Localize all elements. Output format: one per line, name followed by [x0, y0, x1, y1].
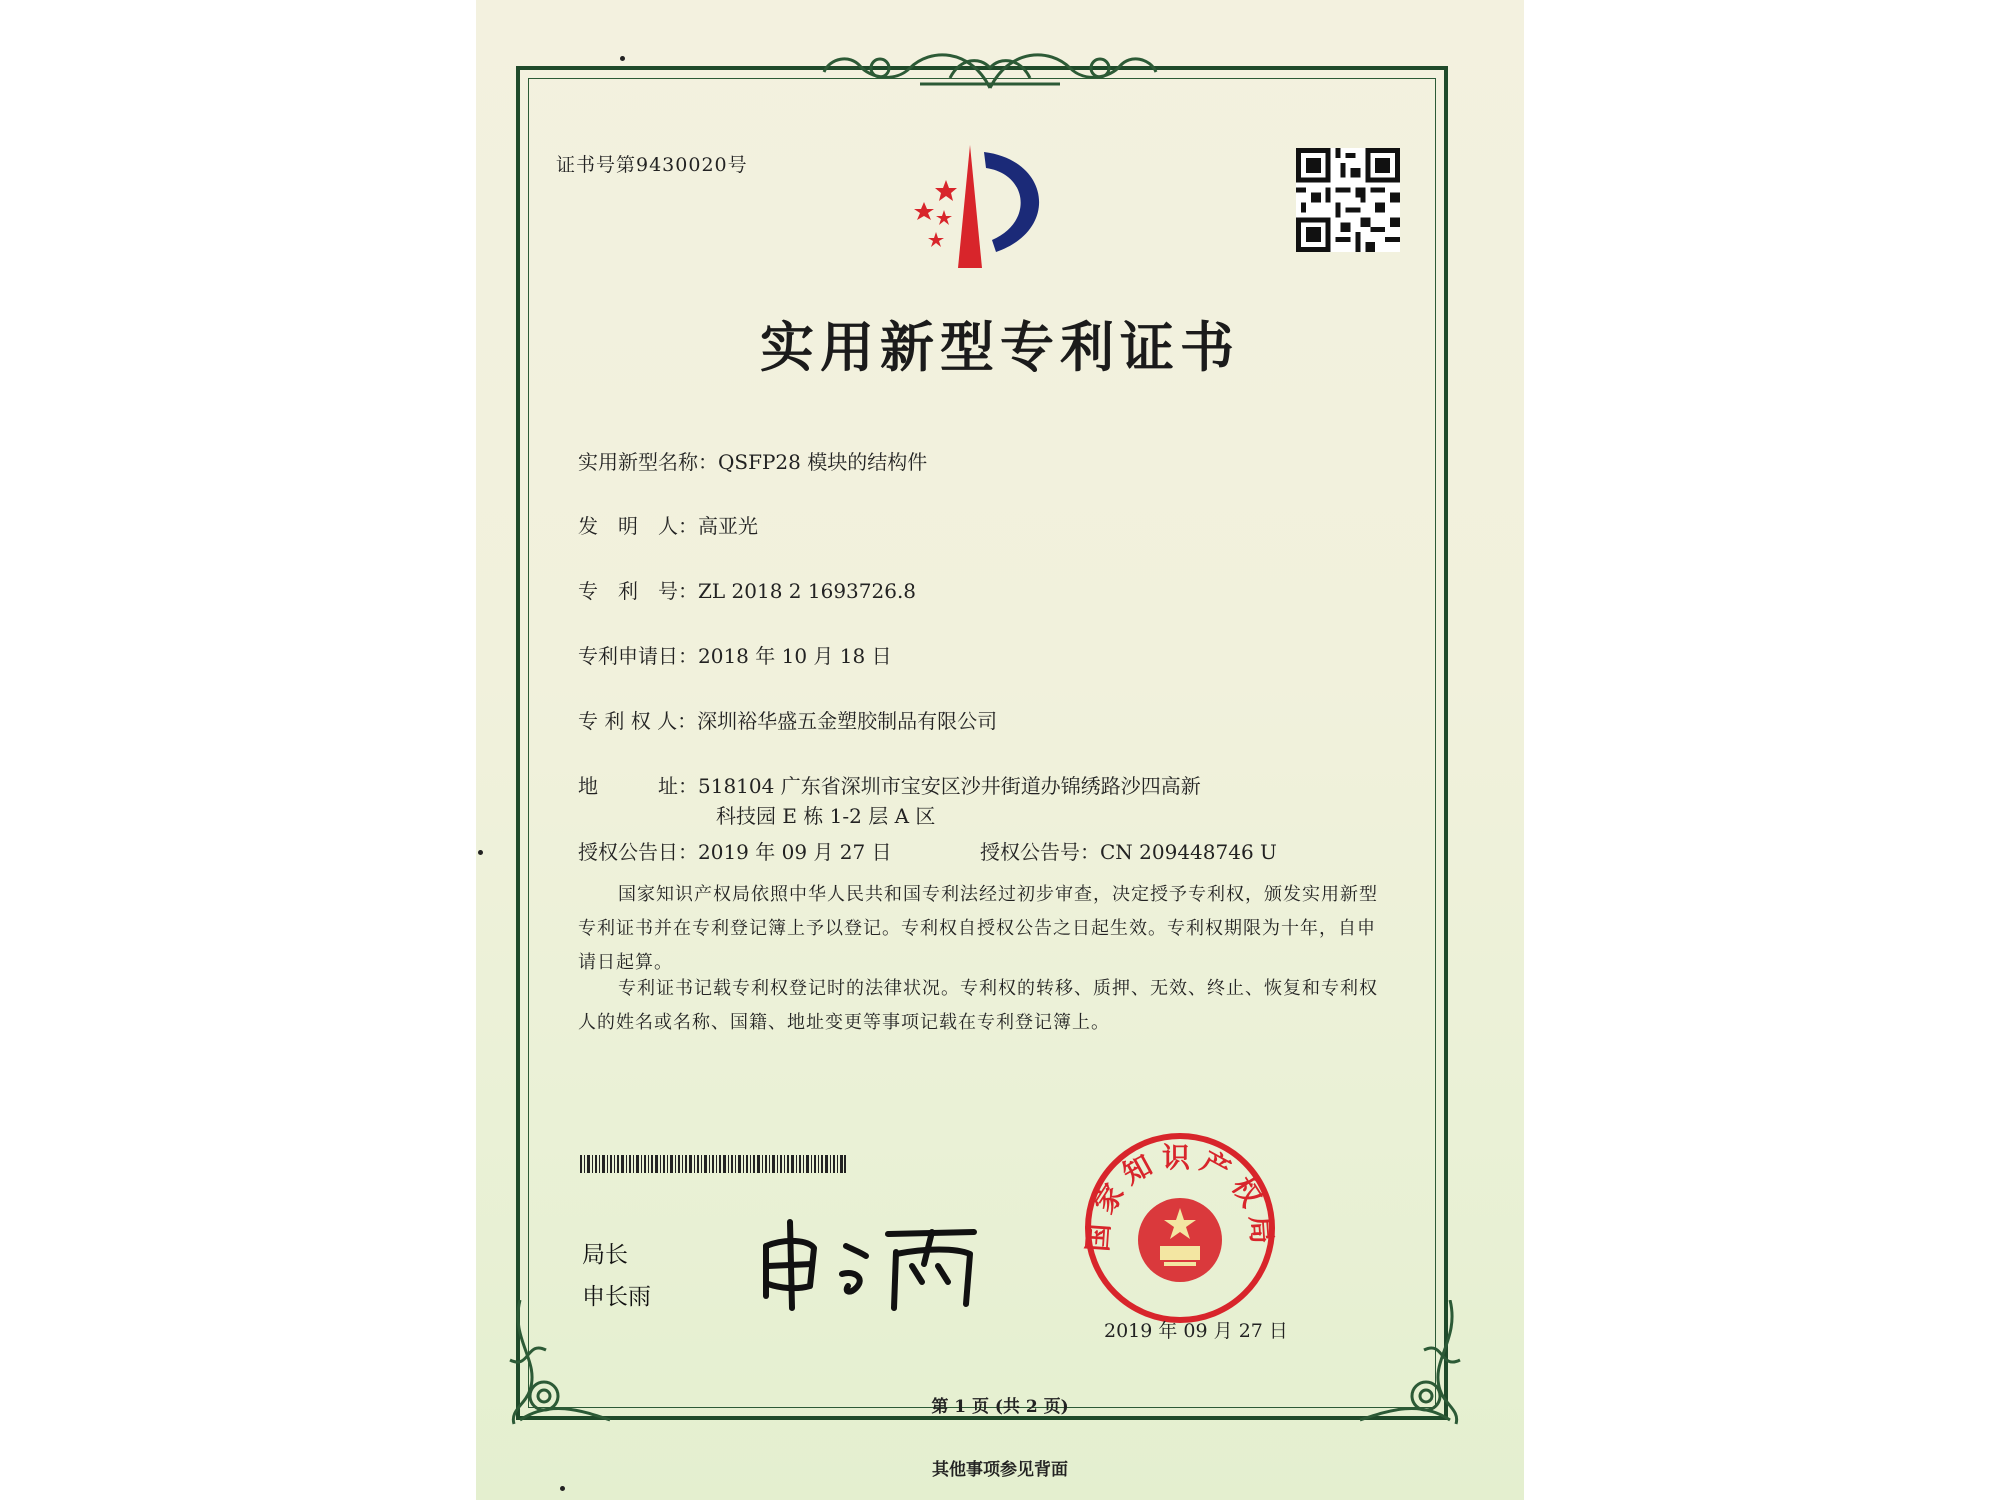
certificate-title: 实用新型专利证书 [760, 315, 1240, 379]
cnipa-logo-icon [900, 140, 1060, 270]
official-seal-icon [1080, 1128, 1280, 1328]
address-row [578, 770, 1201, 799]
grant-number-label: 授权公告号： [980, 840, 1100, 864]
inventor-row [578, 510, 758, 539]
grant-statement-paragraph: 国家知识产权局依照中华人民共和国专利法经过初步审查，决定授予专利权，颁发实用新型专利证书并在专利登记簿上予以登记。专利权自授权公告之日起生效。专利权期限为十年，自申请日起算。 [578, 884, 1378, 973]
address-line-1: 518104 广东省深圳市宝安区沙井街道办锦绣路沙四高新 [698, 774, 1201, 798]
inventor-label: 发 明 人： [578, 514, 698, 538]
utility-model-name-value: QSFP28 模块的结构件 [718, 450, 928, 474]
patentee-row [578, 705, 997, 734]
grant-number-row [980, 836, 1277, 865]
ink-dot [560, 1486, 565, 1491]
utility-model-name-row [578, 446, 927, 475]
patent-number-value: ZL 2018 2 1693726.8 [698, 579, 917, 603]
page-number: 第 1 页 (共 2 页) [931, 1397, 1069, 1417]
ink-dot [478, 850, 483, 855]
utility-model-name-label: 实用新型名称： [578, 450, 718, 474]
certificate-frame-inner [528, 78, 1436, 1408]
certificate-number: 证书号第9430020号 [556, 154, 748, 176]
address-line-2: 科技园 E 栋 1-2 层 A 区 [716, 804, 936, 828]
grant-number-value: CN 209448746 U [1100, 840, 1277, 864]
director-title: 局长 [582, 1242, 628, 1268]
patentee-label: 专 利 权 人： [578, 709, 698, 733]
signature-icon [756, 1216, 986, 1312]
qr-code [1296, 148, 1400, 252]
barcode [580, 1155, 846, 1173]
patentee-value: 深圳裕华盛五金塑胶制品有限公司 [697, 709, 998, 733]
top-ornament-icon [820, 38, 1160, 96]
grant-date-label: 授权公告日： [578, 840, 698, 864]
grant-date-value: 2019 年 09 月 27 日 [698, 840, 892, 864]
inventor-value: 高亚光 [698, 514, 758, 538]
seal-date: 2019 年 09 月 27 日 [1104, 1320, 1288, 1342]
filing-date-row [578, 640, 892, 669]
director-name: 申长雨 [582, 1284, 651, 1310]
address-label: 地 址： [578, 774, 698, 798]
grant-date-row [578, 836, 892, 865]
patent-number-label: 专 利 号： [578, 579, 698, 603]
patent-number-row [578, 575, 916, 604]
svg-text:国家知识产权局: 国家知识产权局 [1081, 1141, 1279, 1253]
ink-dot [620, 56, 625, 61]
address-line-2-row [716, 800, 935, 829]
filing-date-value: 2018 年 10 月 18 日 [698, 644, 892, 668]
filing-date-label: 专利申请日： [578, 644, 698, 668]
footer-note: 其他事项参见背面 [932, 1460, 1068, 1480]
legal-status-paragraph: 专利证书记载专利权登记时的法律状况。专利权的转移、质押、无效、终止、恢复和专利权人的姓名或名称、国籍、地址变更等事项记载在专利登记簿上。 [578, 978, 1378, 1033]
